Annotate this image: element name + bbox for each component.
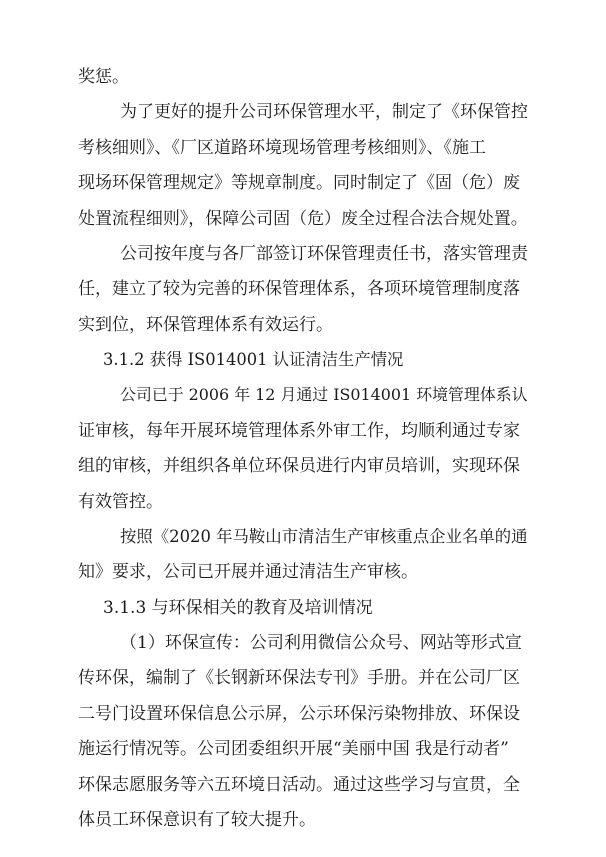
paragraph-5-line-4: 施运行情况等。公司团委组织开展“美丽中国 我是行动者” [78, 739, 509, 760]
paragraph-5-line-5: 环保志愿服务等六五环境日活动。通过这些学习与宣贯，全 [78, 774, 520, 795]
paragraph-5-line-1: （1）环保宣传：公司利用微信公众号、网站等形式宣 [120, 633, 522, 654]
section-heading-3-1-3: 3.1.3 与环保相关的教育及培训情况 [103, 597, 373, 618]
text-line-continuation: 奖惩。 [78, 67, 129, 87]
paragraph-3-line-4: 有效管控。 [78, 491, 163, 512]
paragraph-5-line-3: 二号门设置环保信息公示屏，公示环保污染物排放、环保设 [78, 703, 520, 724]
paragraph-4-line-1: 按照《2020 年马鞍山市清洁生产审核重点企业名单的通 [120, 526, 528, 546]
paragraph-4-line-2: 知》要求，公司已开展并通过清洁生产审核。 [78, 562, 418, 583]
paragraph-5-line-2: 传环保，编制了《长钢新环保法专刊》手册。并在公司厂区 [78, 668, 520, 689]
paragraph-1-line-1: 为了更好的提升公司环保管理水平，制定了《环保管控 [120, 102, 528, 123]
paragraph-5-line-6: 体员工环保意识有了较大提升。 [78, 810, 316, 830]
paragraph-1-line-4: 处置流程细则》，保障公司固（危）废全过程合法合规处置。 [78, 208, 528, 229]
paragraph-2-line-1: 公司按年度与各厂部签订环保管理责任书，落实管理责 [120, 243, 528, 264]
paragraph-3-line-3: 组的审核，并组织各单位环保员进行内审员培训，实现环保 [78, 456, 520, 477]
paragraph-2-line-2: 任，建立了较为完善的环保管理体系，各项环境管理制度落 [78, 279, 520, 300]
paragraph-1-line-2: 考核细则》、《厂区道路环境现场管理考核细则》、《施工 [78, 137, 486, 158]
paragraph-3-line-2: 证审核，每年开展环境管理体系外审工作，均顺利通过专家 [78, 420, 520, 441]
paragraph-3-line-1: 公司已于 2006 年 12 月通过 IS014001 环境管理体系认 [120, 385, 528, 405]
paragraph-1-line-3: 现场环保管理规定》等规章制度。同时制定了《固（危）废 [78, 173, 520, 194]
paragraph-2-line-3: 实到位，环保管理体系有效运行。 [78, 314, 333, 335]
section-heading-3-1-2: 3.1.2 获得 IS014001 认证清洁生产情况 [103, 350, 404, 370]
